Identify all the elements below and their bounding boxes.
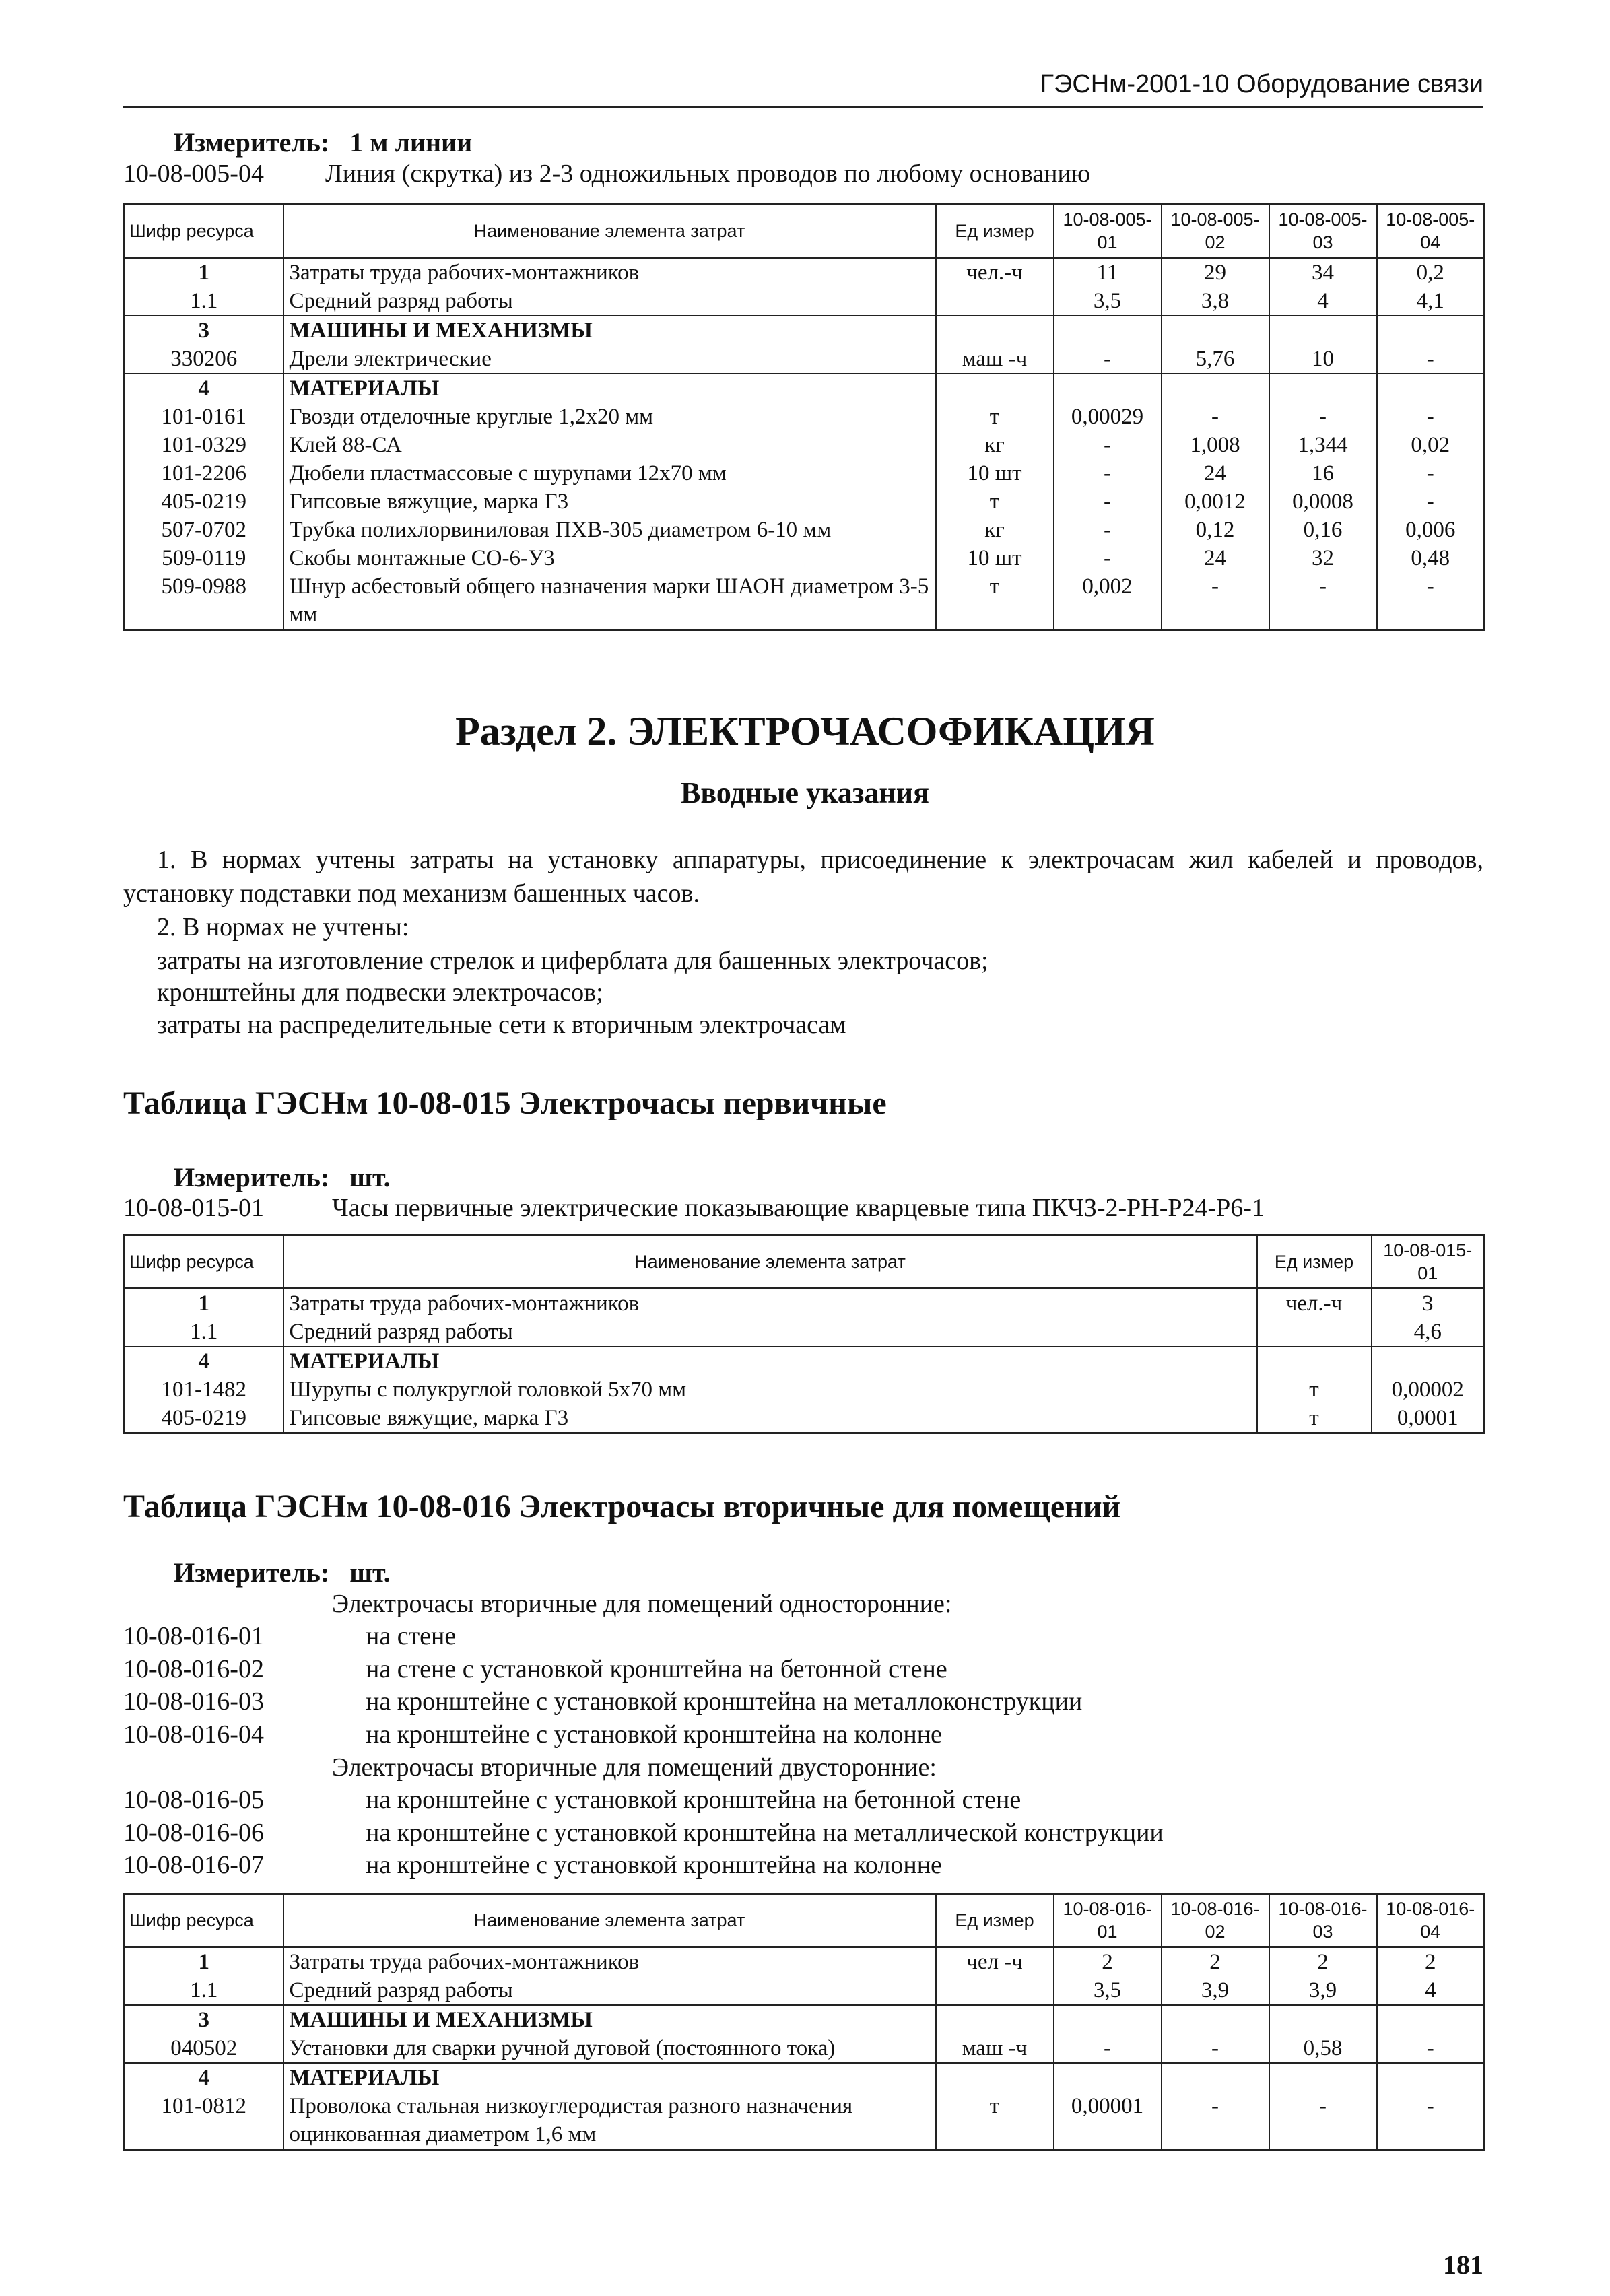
value-cell: - [1054,544,1162,572]
value-cell: 0,00029 [1054,403,1162,431]
norm-item [123,1654,947,1684]
value-cell: - [1054,516,1162,544]
value-cell: - [1377,487,1485,516]
resource-name-cell: Средний разряд работы [283,1318,1257,1347]
column-header: Наименование элемента затрат [283,1236,1257,1289]
resource-code-cell: 101-0161 [125,403,283,431]
table-row [125,1289,1485,1318]
value-cell: - [1269,572,1377,630]
column-header: Ед измер [1257,1236,1372,1289]
column-header: 10-08-005-03 [1269,205,1377,258]
value-cell: - [1162,403,1269,431]
value-cell: 2 [1377,1947,1485,1977]
resource-code-cell: 4 [125,2063,283,2092]
table-row [125,1376,1485,1404]
value-cell [1377,374,1485,403]
unit-cell: маш -ч [936,2034,1054,2063]
resource-code-cell: 4 [125,374,283,403]
value-cell: 0,48 [1377,544,1485,572]
table-row [125,287,1485,316]
resource-name-cell: Дюбели пластмассовые с шурупами 12х70 мм [283,459,936,487]
resource-name-cell: МАТЕРИАЛЫ [283,2063,936,2092]
table-row [125,1347,1485,1376]
value-cell: 32 [1269,544,1377,572]
unit-cell: т [1257,1404,1372,1433]
value-cell: - [1162,2034,1269,2063]
value-cell: 1,008 [1162,431,1269,459]
header-title: ГЭСНм-2001-10 Оборудование связи [1040,70,1483,98]
table-row [125,2034,1485,2063]
unit-cell [936,1976,1054,2005]
resource-table-015 [123,1234,1485,1434]
section-subtitle: Вводные указания [681,776,929,809]
resource-code-cell: 330206 [125,345,283,374]
group-heading-1: Электрочасы вторичные для помещений односторонние: [332,1590,952,1618]
exclusion-item-2: кронштейны для подвески электрочасов; [157,978,603,1007]
value-cell [1269,2063,1377,2092]
resource-code-cell: 1.1 [125,1976,283,2005]
intro-paragraph-2: 2. В нормах не учтены: [157,913,409,941]
measure-line [174,127,472,158]
resource-name-cell: Гипсовые вяжущие, марка Г3 [283,1404,1257,1433]
column-header: 10-08-015-01 [1372,1236,1485,1289]
norm-desc: на стене [366,1622,457,1650]
resource-name-cell: Клей 88-СА [283,431,936,459]
unit-cell [1257,1347,1372,1376]
norm-code: 10-08-016-03 [123,1687,264,1716]
table-title-015: Таблица ГЭСНм 10-08-015 Электрочасы первичные [123,1085,887,1121]
norm-desc: на кронштейне с установкой кронштейна на металлической конструкции [366,1818,1164,1847]
unit-cell: чел.-ч [936,258,1054,288]
resource-code-cell: 101-0812 [125,2092,283,2150]
value-cell [1054,2063,1162,2092]
value-cell: 24 [1162,544,1269,572]
value-cell [1269,2005,1377,2034]
intro-paragraph-1: 1. В нормах учтены затраты на установку аппаратуры, присоединение к электрочасам жил кабелей и проводов, установку подставки под механизм башенных часов. [123,846,1483,908]
measure-value: шт. [349,1162,391,1192]
table-row [125,2063,1485,2092]
value-cell: 4 [1269,287,1377,316]
unit-cell [936,2005,1054,2034]
resource-name-cell: Средний разряд работы [283,1976,936,2005]
table-row [125,1318,1485,1347]
resource-code-cell: 509-0119 [125,544,283,572]
unit-cell [936,316,1054,345]
resource-code-cell: 101-0329 [125,431,283,459]
resource-code-cell: 040502 [125,2034,283,2063]
value-cell: 0,002 [1054,572,1162,630]
unit-cell: кг [936,516,1054,544]
measure-label: Измеритель: [174,1557,330,1588]
norm-code: 10-08-005-04 [123,160,264,188]
resource-name-cell: Затраты труда рабочих-монтажников [283,1289,1257,1318]
value-cell: 0,02 [1377,431,1485,459]
norm-desc: на кронштейне с установкой кронштейна на бетонной стене [366,1786,1021,1814]
page-number: 181 [1443,2250,1483,2280]
value-cell: 3,9 [1269,1976,1377,2005]
value-cell: 24 [1162,459,1269,487]
value-cell: 0,12 [1162,516,1269,544]
value-cell: 10 [1269,345,1377,374]
unit-cell: маш -ч [936,345,1054,374]
value-cell [1162,2063,1269,2092]
value-cell: 34 [1269,258,1377,288]
norm-item [123,1720,942,1749]
value-cell: 16 [1269,459,1377,487]
column-header: 10-08-005-04 [1377,205,1485,258]
column-header: 10-08-005-02 [1162,205,1269,258]
resource-table-005 [123,203,1485,631]
value-cell [1054,374,1162,403]
resource-code-cell: 1 [125,1289,283,1318]
value-cell [1269,374,1377,403]
value-cell: - [1054,459,1162,487]
value-cell: 2 [1269,1947,1377,1977]
value-cell [1162,316,1269,345]
table-row [125,2005,1485,2034]
value-cell [1377,2005,1485,2034]
measure-line-015 [174,1161,391,1193]
column-header: Ед измер [936,205,1054,258]
measure-value: шт. [349,1557,391,1588]
value-cell [1377,2063,1485,2092]
norm-line-015 [123,1193,1265,1223]
measure-label: Измеритель: [174,127,330,158]
norm-code: 10-08-016-06 [123,1818,264,1847]
group-heading-2: Электрочасы вторичные для помещений двусторонние: [332,1753,937,1782]
norm-code: 10-08-016-02 [123,1654,264,1683]
resource-code-cell: 3 [125,2005,283,2034]
value-cell: 0,006 [1377,516,1485,544]
unit-cell [936,2063,1054,2092]
resource-code-cell: 1 [125,258,283,288]
resource-name-cell: Затраты труда рабочих-монтажников [283,258,936,288]
resource-name-cell: Гипсовые вяжущие, марка Г3 [283,487,936,516]
norm-line [123,159,1090,189]
value-cell: 2 [1162,1947,1269,1977]
norm-desc: на кронштейне с установкой кронштейна на колонне [366,1720,942,1749]
resource-code-cell: 1.1 [125,1318,283,1347]
norm-code: 10-08-016-04 [123,1720,264,1749]
norm-desc: на кронштейне с установкой кронштейна на колонне [366,1851,942,1880]
value-cell: 2 [1054,1947,1162,1977]
resource-code-cell: 101-1482 [125,1376,283,1404]
column-header: 10-08-016-02 [1162,1894,1269,1947]
value-cell: 11 [1054,258,1162,288]
value-cell: 3,8 [1162,287,1269,316]
unit-cell: 10 шт [936,459,1054,487]
unit-cell: 10 шт [936,544,1054,572]
unit-cell: т [1257,1376,1372,1404]
value-cell: 3,5 [1054,1976,1162,2005]
table-row [125,374,1485,403]
resource-name-cell: МАТЕРИАЛЫ [283,374,936,403]
value-cell: 0,58 [1269,2034,1377,2063]
norm-item [123,1818,1164,1848]
resource-name-cell: Скобы монтажные СО-6-У3 [283,544,936,572]
table-title-016: Таблица ГЭСНм 10-08-016 Электрочасы вторичные для помещений [123,1489,1121,1524]
value-cell: - [1162,572,1269,630]
value-cell: - [1377,2034,1485,2063]
norm-code: 10-08-015-01 [123,1194,264,1222]
resource-code-cell: 405-0219 [125,1404,283,1433]
value-cell: - [1377,459,1485,487]
resource-code-cell: 507-0702 [125,516,283,544]
resource-name-cell: Проволока стальная низкоуглеродистая разного назначения оцинкованная диаметром 1,6 мм [283,2092,936,2150]
resource-name-cell: Дрели электрические [283,345,936,374]
resource-name-cell: Трубка полихлорвиниловая ПХВ-305 диаметром 6-10 мм [283,516,936,544]
unit-cell [936,374,1054,403]
value-cell [1054,316,1162,345]
norm-desc: Часы первичные электрические показывающие кварцевые типа ПКЧЗ-2-РН-Р24-Р6-1 [332,1194,1265,1222]
column-header: Шифр ресурса [125,1236,283,1289]
unit-cell: чел.-ч [1257,1289,1372,1318]
column-header: Шифр ресурса [125,205,283,258]
unit-cell [1257,1318,1372,1347]
norm-item [123,1850,942,1880]
column-header: Ед измер [936,1894,1054,1947]
value-cell: - [1054,487,1162,516]
value-cell: - [1054,2034,1162,2063]
column-header: 10-08-016-01 [1054,1894,1162,1947]
table-row [125,431,1485,459]
unit-cell: чел -ч [936,1947,1054,1977]
norm-desc: Линия (скрутка) из 2-3 одножильных проводов по любому основанию [325,160,1091,188]
measure-label: Измеритель: [174,1162,330,1192]
exclusion-item-1: затраты на изготовление стрелок и циферблата для башенных электрочасов; [157,947,988,975]
value-cell: 0,00001 [1054,2092,1162,2150]
measure-value: 1 м линии [349,127,473,158]
value-cell: 0,00002 [1372,1376,1485,1404]
table-row [125,487,1485,516]
resource-code-cell: 405-0219 [125,487,283,516]
value-cell: 5,76 [1162,345,1269,374]
value-cell: 3 [1372,1289,1485,1318]
value-cell: 0,0001 [1372,1404,1485,1433]
unit-cell: т [936,572,1054,630]
resource-name-cell: МАТЕРИАЛЫ [283,1347,1257,1376]
value-cell: 0,0008 [1269,487,1377,516]
unit-cell [936,287,1054,316]
value-cell: 29 [1162,258,1269,288]
column-header: Наименование элемента затрат [283,205,936,258]
exclusion-item-3: затраты на распределительные сети к вторичным электрочасам [157,1011,846,1039]
table-row [125,403,1485,431]
column-header: 10-08-005-01 [1054,205,1162,258]
column-header: Шифр ресурса [125,1894,283,1947]
norm-item [123,1785,1021,1815]
resource-code-cell: 1 [125,1947,283,1977]
section-title: Раздел 2. ЭЛЕКТРОЧАСОФИКАЦИЯ [455,709,1155,753]
table-row [125,1404,1485,1433]
unit-cell: т [936,403,1054,431]
resource-code-cell: 1.1 [125,287,283,316]
value-cell [1162,2005,1269,2034]
value-cell: - [1377,572,1485,630]
value-cell: 0,16 [1269,516,1377,544]
norm-code: 10-08-016-07 [123,1851,264,1880]
table-row [125,345,1485,374]
table-row [125,1947,1485,1977]
norm-item [123,1687,1082,1716]
norm-code: 10-08-016-05 [123,1786,264,1814]
resource-name-cell: МАШИНЫ И МЕХАНИЗМЫ [283,316,936,345]
table-row [125,544,1485,572]
value-cell: 0,0012 [1162,487,1269,516]
resource-name-cell: Шурупы с полукруглой головкой 5х70 мм [283,1376,1257,1404]
value-cell: 3,5 [1054,287,1162,316]
value-cell: 4,6 [1372,1318,1485,1347]
value-cell: 0,2 [1377,258,1485,288]
resource-name-cell: Средний разряд работы [283,287,936,316]
table-row [125,258,1485,288]
resource-name-cell: Затраты труда рабочих-монтажников [283,1947,936,1977]
resource-table-016 [123,1893,1485,2151]
unit-cell: кг [936,431,1054,459]
resource-code-cell: 101-2206 [125,459,283,487]
resource-name-cell: Гвозди отделочные круглые 1,2х20 мм [283,403,936,431]
value-cell [1162,374,1269,403]
value-cell: - [1162,2092,1269,2150]
value-cell: 4 [1377,1976,1485,2005]
value-cell [1377,316,1485,345]
unit-cell: т [936,2092,1054,2150]
value-cell [1054,2005,1162,2034]
value-cell: 1,344 [1269,431,1377,459]
value-cell: - [1269,2092,1377,2150]
value-cell: - [1054,345,1162,374]
value-cell [1372,1347,1485,1376]
running-header [123,70,1483,108]
table-row [125,316,1485,345]
column-header: Наименование элемента затрат [283,1894,936,1947]
table-row [125,2092,1485,2150]
unit-cell: т [936,487,1054,516]
resource-code-cell: 3 [125,316,283,345]
norm-desc: на кронштейне с установкой кронштейна на металлоконструкции [366,1687,1083,1716]
value-cell: 3,9 [1162,1976,1269,2005]
value-cell: - [1054,431,1162,459]
norm-code: 10-08-016-01 [123,1622,264,1650]
resource-name-cell: Установки для сварки ручной дуговой (постоянного тока) [283,2034,936,2063]
column-header: 10-08-016-04 [1377,1894,1485,1947]
measure-line-016 [174,1557,391,1588]
resource-name-cell: МАШИНЫ И МЕХАНИЗМЫ [283,2005,936,2034]
norm-desc: на стене с установкой кронштейна на бетонной стене [366,1654,947,1683]
value-cell: - [1377,403,1485,431]
value-cell: - [1269,403,1377,431]
value-cell: - [1377,2092,1485,2150]
table-row [125,459,1485,487]
table-row [125,1976,1485,2005]
norm-item [123,1621,456,1651]
resource-code-cell: 4 [125,1347,283,1376]
table-row [125,572,1485,630]
value-cell [1269,316,1377,345]
table-row [125,516,1485,544]
value-cell: - [1377,345,1485,374]
resource-code-cell: 509-0988 [125,572,283,630]
column-header: 10-08-016-03 [1269,1894,1377,1947]
resource-name-cell: Шнур асбестовый общего назначения марки ШАОН диаметром 3-5 мм [283,572,936,630]
value-cell: 4,1 [1377,287,1485,316]
